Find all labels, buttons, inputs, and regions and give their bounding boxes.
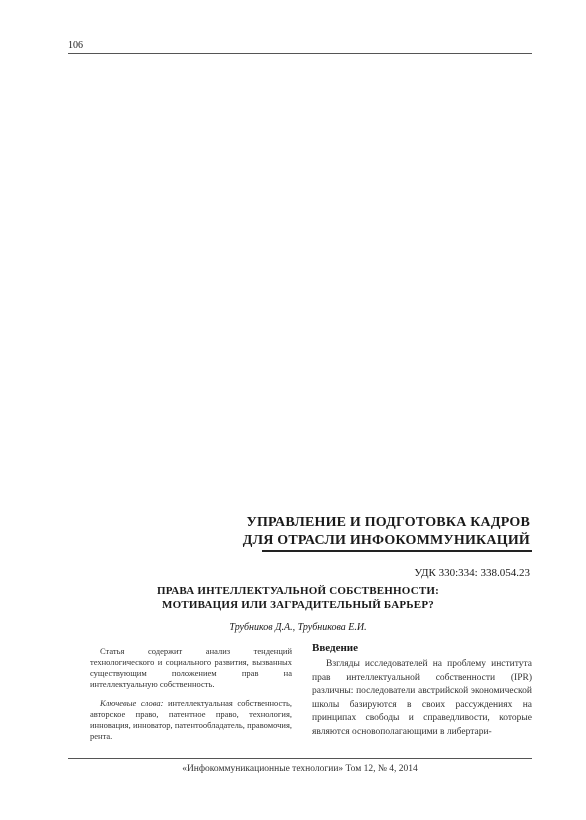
footer-rule bbox=[68, 758, 532, 759]
intro-heading: Введение bbox=[312, 642, 359, 654]
intro-paragraph: Взгляды исследователей на проблему института прав интеллектуальной собственности (IPR) различны: последователи австрийской экономической школы базируются в своих рассуждениях на принципах свободы и справедливости, которые являются основополагающими в либертари- bbox=[312, 659, 532, 737]
article-title-line-1: ПРАВА ИНТЕЛЛЕКТУАЛЬНОЙ СОБСТВЕННОСТИ: bbox=[157, 585, 439, 597]
section-rule bbox=[262, 550, 532, 552]
section-title-line-2: ДЛЯ ОТРАСЛИ ИНФОКОММУНИКАЦИЙ bbox=[242, 533, 530, 548]
keywords-text: интеллектуальная собственность, авторское право, патентное право, технология, инновация, инноватор, патентообладатель, правомочия, рента. bbox=[90, 698, 293, 741]
section-title bbox=[243, 514, 530, 550]
journal-footer: «Инфокоммуникационные технологии» Том 12, № 4, 2014 bbox=[182, 764, 418, 774]
authors: Трубников Д.А., Трубникова Е.И. bbox=[229, 622, 367, 633]
page-number: 106 bbox=[68, 40, 83, 51]
article-title-line-2: МОТИВАЦИЯ ИЛИ ЗАГРАДИТЕЛЬНЫЙ БАРЬЕР? bbox=[162, 599, 434, 611]
keywords-label: Ключевые слова: bbox=[100, 698, 164, 708]
abstract bbox=[90, 646, 292, 742]
keywords bbox=[90, 698, 292, 742]
header-rule bbox=[68, 53, 532, 54]
article-title bbox=[100, 584, 496, 612]
udk-code: УДК 330:334: 338.054.23 bbox=[414, 567, 530, 579]
abstract-text: Статья содержит анализ тенденций технологического и социального развития, вызванных существующим положением прав на интеллектуальную собственность. bbox=[90, 646, 292, 689]
intro-body bbox=[312, 658, 532, 739]
section-title-line-1: УПРАВЛЕНИЕ И ПОДГОТОВКА КАДРОВ bbox=[246, 515, 530, 530]
